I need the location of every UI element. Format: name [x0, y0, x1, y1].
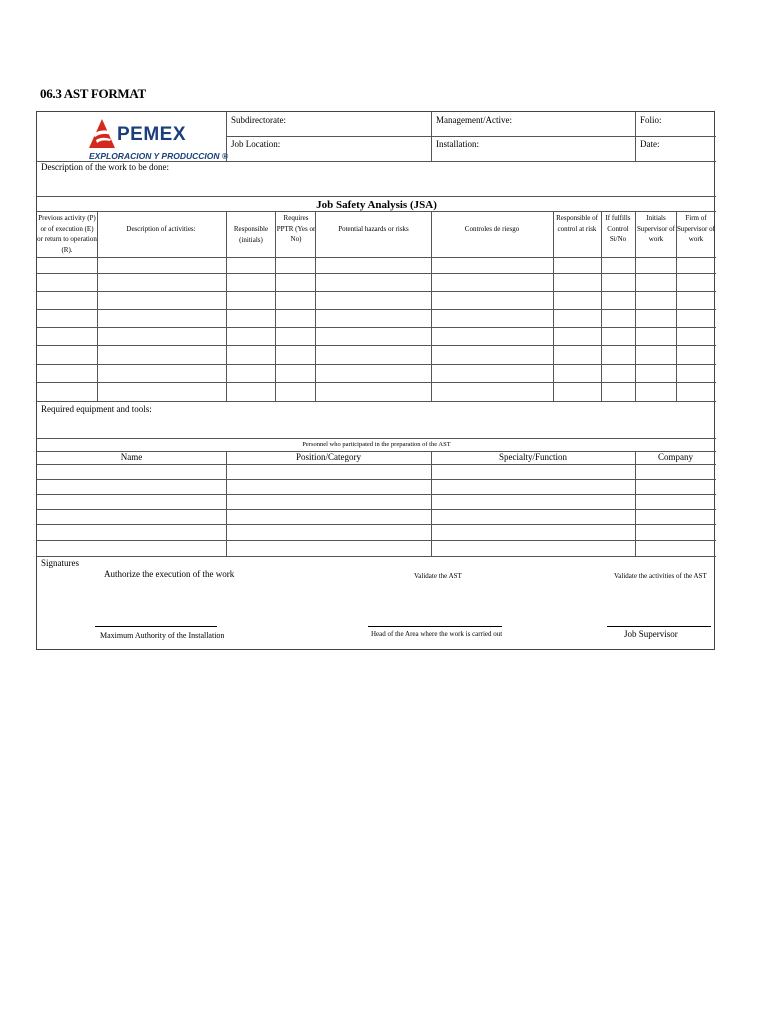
- pemex-eagle-icon: [87, 118, 117, 150]
- max-authority-signature-line: [95, 626, 217, 627]
- logo-brand: PEMEX: [117, 124, 187, 145]
- authorize-label: Authorize the execution of the work: [104, 569, 235, 579]
- signatures-label: Signatures: [41, 558, 79, 568]
- date-label: Date:: [640, 139, 660, 149]
- equipment-label: Required equipment and tools:: [41, 404, 152, 414]
- pemex-logo: [83, 116, 233, 161]
- logo-subtitle: EXPLORACION Y PRODUCCION ®: [89, 151, 229, 161]
- head-of-area-label: Head of the Area where the work is carried out: [371, 630, 503, 638]
- job-location-label: Job Location:: [231, 139, 281, 149]
- job-supervisor-label: Job Supervisor: [624, 629, 678, 639]
- installation-label: Installation:: [436, 139, 479, 149]
- personnel-col-company: Company: [658, 452, 693, 462]
- document-title: 06.3 AST FORMAT: [40, 86, 146, 101]
- validate-ast-label: Validate the AST: [414, 572, 462, 580]
- personnel-col-specialty: Specialty/Function: [499, 452, 567, 462]
- management-label: Management/Active:: [436, 115, 512, 125]
- jsa-col-initials-supervisor: Initials Supervisor of work: [637, 214, 675, 243]
- job-supervisor-signature-line: [607, 626, 711, 627]
- jsa-col-firm-supervisor: Firm of Supervisor of work: [677, 214, 715, 243]
- jsa-col-controls: Controles de riesgo: [464, 225, 520, 233]
- jsa-title: Job Safety Analysis (JSA): [316, 199, 437, 211]
- jsa-col-responsible: Responsible (initials): [233, 225, 269, 244]
- max-authority-label: Maximum Authority of the Installation: [100, 631, 225, 640]
- ast-form: [36, 111, 715, 650]
- jsa-col-requires-pptr: Requires PPTR (Yes or No): [276, 214, 316, 243]
- personnel-caption: Personnel who participated in the preparation of the AST: [302, 441, 451, 448]
- subdirectorate-label: Subdirectorate:: [231, 115, 286, 125]
- jsa-col-responsible-control: Responsible of control at risk: [556, 214, 598, 233]
- jsa-col-fulfills: If fulfills Control Si/No: [605, 214, 631, 243]
- personnel-col-name: Name: [120, 452, 143, 462]
- personnel-col-position: Position/Category: [296, 452, 361, 462]
- folio-label: Folio:: [640, 115, 662, 125]
- jsa-col-description: Description of activities:: [126, 225, 196, 233]
- jsa-col-hazards: Potential hazards or risks: [338, 225, 409, 233]
- head-of-area-signature-line: [368, 626, 502, 627]
- validate-activities-label: Validate the activities of the AST: [614, 572, 707, 580]
- description-label: Description of the work to be done:: [41, 162, 169, 172]
- jsa-col-previous-activity: Previous activity (P) or of execution (E) or return to operation (R).: [37, 214, 97, 254]
